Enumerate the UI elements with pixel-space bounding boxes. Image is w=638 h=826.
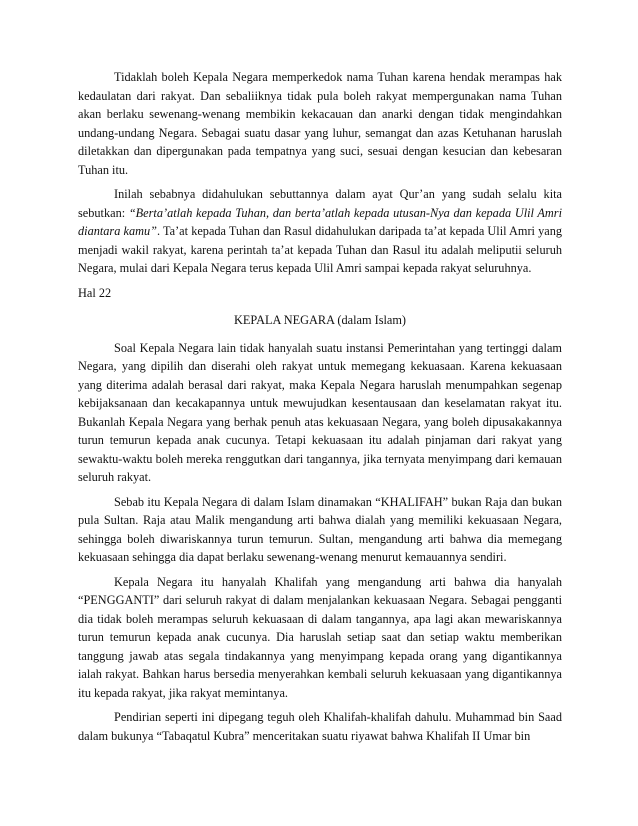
paragraph-2-text-after: . Ta’at kepada Tuhan dan Rasul didahulukan daripada ta’at kepada Ulil Amri yang menjadi wakil rakyat, karena perintah ta’at kepada Tuhan dan Rasul itu adalah meliputii seluruh Negara, mulai dari Kepala Negara terus kepada Ulil Amri sampai kepada rakyat seluruhnya. <box>78 224 562 275</box>
document-page <box>78 68 562 751</box>
paragraph-2 <box>78 185 562 278</box>
paragraph-1: Tidaklah boleh Kepala Negara memperkedok nama Tuhan karena hendak merampas hak kedaulatan dari rakyat. Dan sebaliiknya tidak pula boleh rakyat mempergunakan nama Tuhan akan berlaku sewenang-wenang membikin kekacauan dan anarki dengan tidak mengindahkan undang-undang Negara. Sebagai suatu dasar yang luhur, semangat dan azas Ketuhanan haruslah diletakkan dan dipergunakan pada tempatnya yang suci, sesuai dengan kesucian dan kebesaran Tuhan itu. <box>78 70 562 177</box>
paragraph-2-text-before: Inilah sebabnya didahulukan sebuttannya dalam ayat Qur’an yang sudah selalu kita sebutkan: <box>78 187 562 220</box>
page-label: Hal 22 <box>78 285 112 300</box>
section-heading: KEPALA NEGARA (dalam Islam) <box>233 313 407 327</box>
paragraph-5: Kepala Negara itu hanyalah Khalifah yang mengandung arti bahwa dia hanyalah “PENGGANTI” dari seluruh rakyat di dalam menjalankan kekuasaan Negara. Sebagai pengganti dia tidak boleh merampas seluruh kekuasaan di dalam tangannya, apa lagi akan mewariskannya turun temurun kepada anak cucunya. Dia haruslah setiap saat dan setiap waktu memberikan tanggung jawab atas segala tindakannya yang menyimpang kepada orang yang digantikannya ialah rakyat. Bahkan harus bersedia menyerahkan kembali seluruh kekuasaan yang digantikannya itu kepada rakyat, jika rakyat memintanya. <box>78 574 562 700</box>
paragraph-6: Pendirian seperti ini dipegang teguh oleh Khalifah-khalifah dahulu. Muhammad bin Saad dalam bukunya “Tabaqatul Kubra” menceritakan suatu riyawat bahwa Khalifah II Umar bin <box>78 710 562 743</box>
paragraph-3: Soal Kepala Negara lain tidak hanyalah suatu instansi Pemerintahan yang tertinggi dalam Negara, yang dipilih dan diserahi oleh rakyat untuk memegang kekuasaan. Karena kekuasaan yang diterima adalah berasal dari rakyat, maka Kepala Negara haruslah menumpahkan segenap kebijaksanaan dan kecakapannya untuk mewujudkan kesentausaan dan keselamatan rakyat itu. Bukanlah Kepala Negara yang berhak penuh atas kekuasaan Negara, yang boleh dipusakakannya turun temurun kepada anak cucunya. Tetapi kekuasaan itu adalah pinjaman dari rakyat yang sewaktu-waktu boleh mereka renggutkan dari tangannya, jika ternyata menyimpang dari kemauan seluruh rakyat. <box>78 340 562 484</box>
quran-quote: “Berta’atlah kepada Tuhan, dan berta’atlah kepada utusan-Nya dan kepada Ulil Amri diantara kamu” <box>78 205 563 238</box>
paragraph-4: Sebab itu Kepala Negara di dalam Islam dinamakan “KHALIFAH” bukan Raja dan bukan pula Sultan. Raja atau Malik mengandung arti bahwa dialah yang memiliki kekuasaan Negara, sehingga boleh diwariskannya turun temurun. Sultan, mengandung arti bahwa dia memegang kekuasaan sehingga dia dapat berlaku sewenang-wenang menurut kemauannya sendiri. <box>78 494 562 564</box>
